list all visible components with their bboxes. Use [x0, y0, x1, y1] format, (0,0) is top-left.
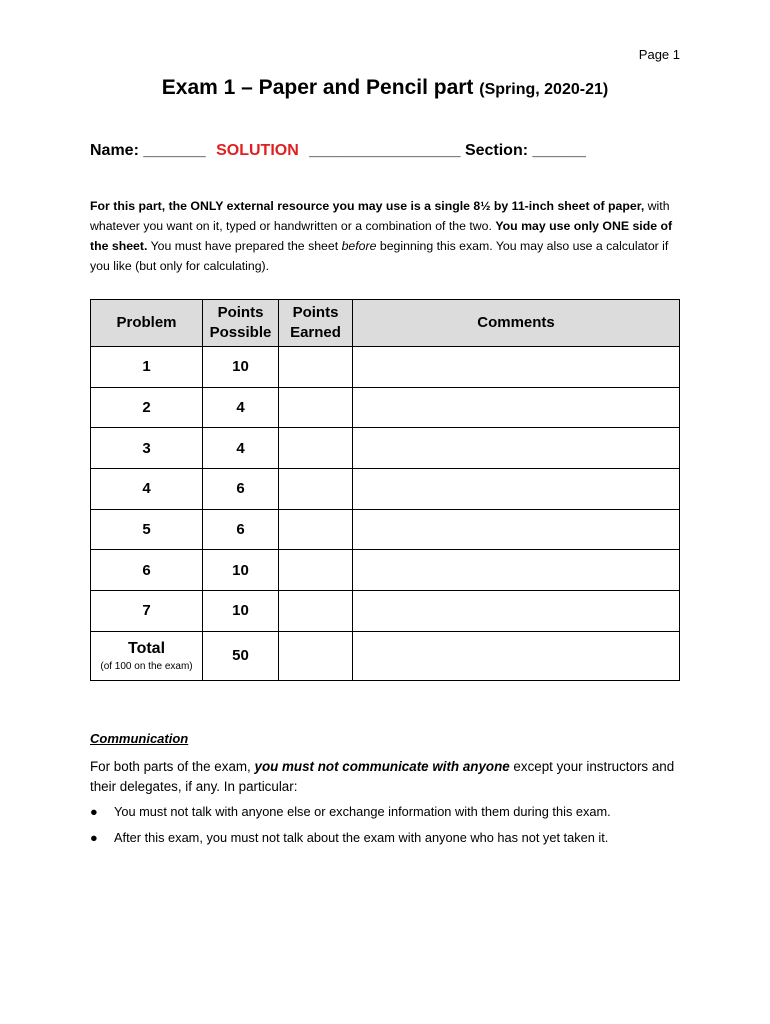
instructions-bold-2: You may use only ONE side of the sheet. — [90, 219, 673, 253]
points-possible: 10 — [203, 550, 279, 591]
communication-text-1: For both parts of the exam, — [90, 759, 255, 774]
instructions-text-3: beginning this exam. You may also use a calculator if you like (but only for calculating). — [90, 239, 669, 273]
problem-number: 2 — [91, 387, 203, 428]
communication-text-2: except your instructors and their delegates, if any. In particular: — [90, 759, 675, 794]
bullet-icon: ● — [90, 804, 98, 819]
instructions-text-2: You must have prepared the sheet — [147, 239, 342, 253]
total-cell — [91, 631, 203, 680]
points-earned-cell[interactable] — [279, 469, 353, 510]
points-possible: 6 — [203, 509, 279, 550]
list-item — [90, 804, 690, 819]
total-label: Total — [127, 639, 166, 657]
communication-rules-list — [90, 804, 690, 856]
table-row — [91, 428, 680, 469]
comments-cell[interactable] — [353, 509, 680, 550]
instructions-bold-1: For this part, the ONLY external resource you may use is a single 8½ by 11-inch sheet of paper, — [90, 199, 645, 213]
title-semester: (Spring, 2020-21) — [479, 81, 609, 98]
list-item — [90, 830, 690, 845]
points-earned-cell[interactable] — [279, 387, 353, 428]
points-possible: 4 — [203, 428, 279, 469]
points-possible: 10 — [203, 591, 279, 632]
points-possible: 4 — [203, 387, 279, 428]
table-row — [91, 387, 680, 428]
title-main: Exam 1 – Paper and Pencil part — [161, 76, 474, 99]
points-possible: 6 — [203, 469, 279, 510]
points-earned-cell[interactable] — [279, 428, 353, 469]
points-possible: 10 — [203, 347, 279, 388]
comments-cell[interactable] — [353, 428, 680, 469]
total-points-earned-cell[interactable] — [279, 631, 353, 680]
header-points-possible: Points Possible — [203, 300, 279, 347]
table-row — [91, 347, 680, 388]
instructions-text-1: with whatever you want on it, typed or handwritten or a combination of the two. — [90, 199, 670, 233]
communication-emphasis: you must not communicate with anyone — [254, 759, 510, 774]
page-title — [0, 76, 770, 100]
points-earned-cell[interactable] — [279, 591, 353, 632]
rule-text: After this exam, you must not talk about the exam with anyone who has not yet taken it. — [114, 830, 609, 845]
points-earned-cell[interactable] — [279, 509, 353, 550]
problem-number: 1 — [91, 347, 203, 388]
problem-number: 6 — [91, 550, 203, 591]
comments-cell[interactable] — [353, 469, 680, 510]
points-earned-cell[interactable] — [279, 347, 353, 388]
header-problem: Problem — [91, 300, 203, 347]
table-header-row — [91, 300, 680, 347]
total-comments-cell[interactable] — [353, 631, 680, 680]
comments-cell[interactable] — [353, 347, 680, 388]
total-row — [91, 631, 680, 680]
page-number: Page 1 — [638, 47, 680, 62]
comments-cell[interactable] — [353, 550, 680, 591]
problem-number: 7 — [91, 591, 203, 632]
comments-cell[interactable] — [353, 387, 680, 428]
score-table — [90, 299, 680, 681]
problem-number: 4 — [91, 469, 203, 510]
table-row — [91, 550, 680, 591]
table-row — [91, 469, 680, 510]
bullet-icon: ● — [90, 830, 98, 845]
section-label: _________________ Section: ______ — [309, 142, 586, 159]
instructions-paragraph — [90, 196, 686, 276]
table-row — [91, 591, 680, 632]
name-section-line — [90, 142, 586, 160]
total-note: (of 100 on the exam) — [100, 660, 193, 672]
total-points-possible: 50 — [203, 631, 279, 680]
header-comments: Comments — [353, 300, 680, 347]
solution-label: SOLUTION — [216, 142, 299, 159]
rule-text: You must not talk with anyone else or exchange information with them during this exam. — [114, 804, 611, 819]
name-label: Name: _______ — [90, 142, 206, 159]
communication-paragraph — [90, 757, 686, 797]
communication-heading: Communication — [90, 731, 189, 746]
problem-number: 3 — [91, 428, 203, 469]
table-row — [91, 509, 680, 550]
problem-number: 5 — [91, 509, 203, 550]
comments-cell[interactable] — [353, 591, 680, 632]
instructions-italic: before — [341, 239, 377, 253]
header-points-earned: Points Earned — [279, 300, 353, 347]
points-earned-cell[interactable] — [279, 550, 353, 591]
